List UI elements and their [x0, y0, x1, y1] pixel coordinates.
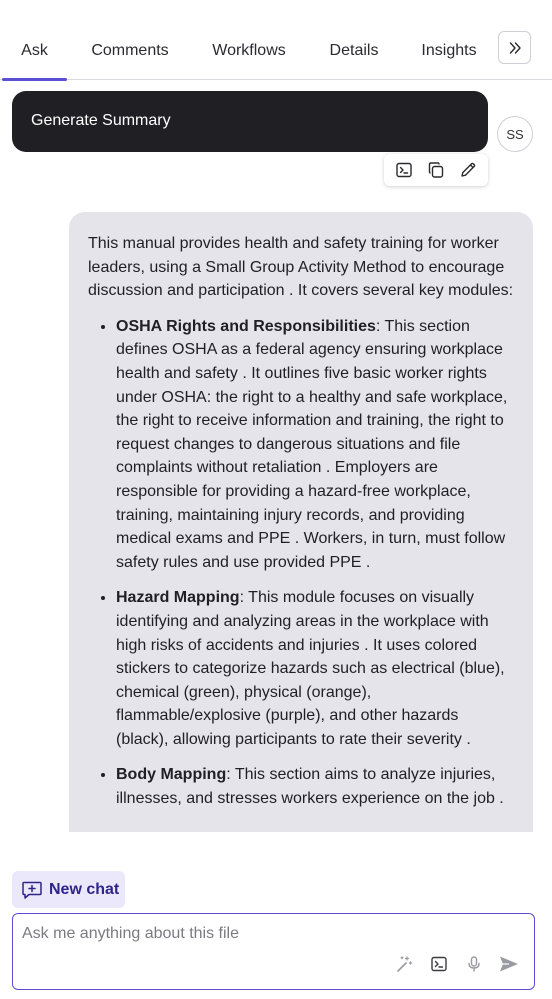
list-item-title: Body Mapping — [116, 766, 227, 784]
microphone-button[interactable] — [461, 951, 487, 977]
tab-details[interactable]: Details — [329, 42, 379, 59]
user-prompt-text: Generate Summary — [31, 112, 171, 129]
tab-workflows[interactable]: Workflows — [212, 42, 286, 59]
list-item-title: OSHA Rights and Responsibilities — [116, 317, 376, 335]
run-prompt-button[interactable] — [391, 157, 417, 183]
expand-panel-button[interactable] — [498, 31, 531, 64]
chat-input-box — [12, 913, 535, 990]
pencil-icon — [459, 161, 477, 179]
microphone-icon — [465, 955, 483, 973]
tab-comments[interactable]: Comments — [91, 42, 169, 59]
input-toolbar — [391, 951, 522, 977]
copy-icon — [427, 161, 445, 179]
tab-insights[interactable]: Insights — [421, 42, 477, 59]
magic-wand-icon — [394, 954, 414, 974]
terminal-icon — [430, 955, 448, 973]
assistant-response — [69, 212, 533, 832]
user-prompt-bubble — [12, 91, 488, 152]
list-item — [116, 763, 515, 810]
magic-wand-button[interactable] — [391, 951, 417, 977]
tab-bar — [0, 0, 552, 80]
edit-prompt-button[interactable] — [455, 157, 481, 183]
user-avatar — [497, 116, 533, 152]
double-chevron-right-icon — [507, 40, 523, 56]
new-chat-label: New chat — [49, 880, 120, 898]
list-item — [116, 315, 515, 575]
chat-input[interactable] — [22, 922, 522, 946]
send-button[interactable] — [496, 951, 522, 977]
copy-prompt-button[interactable] — [423, 157, 449, 183]
chat-plus-icon — [21, 880, 43, 900]
send-icon — [498, 954, 520, 974]
new-chat-button[interactable] — [12, 871, 125, 908]
user-initials: SS — [506, 126, 524, 142]
list-item-title: Hazard Mapping — [116, 589, 240, 607]
prompt-actions-toolbar — [384, 154, 488, 186]
list-item-body: : This section defines OSHA as a federal agency ensuring workplace health and safety . It outlines five basic worker rights under OSHA: the right to a healthy and safe workplace, the right to receive information and training, the right to request changes to dangerous situations and file complaints without retaliation . Employers are responsible for providing a hazard-free workplace, training, maintaining injury records, and providing medical exams and PPE . Workers, in turn, must follow safety rules and use provided PPE . — [116, 317, 508, 571]
response-list — [88, 315, 515, 811]
tab-ask[interactable]: Ask — [2, 40, 67, 80]
terminal-icon — [395, 161, 413, 179]
list-item-body: : This section aims to analyze injuries, illnesses, and stresses workers experience on the job . — [116, 766, 504, 808]
response-intro: This manual provides health and safety training for worker leaders, using a Small Group Activity Method to encourage discussion and participation . It covers several key modules: — [88, 235, 514, 300]
prompt-library-button[interactable] — [426, 951, 452, 977]
list-item — [116, 586, 515, 751]
list-item-body: : This module focuses on visually identifying and analyzing areas in the workplace with high risks of accidents and injuries . It uses colored stickers to categorize hazards such as electrical (blue), chemical (green), physical (orange), flammable/explosive (purple), and other hazards (black), allowing participants to rate their severity . — [116, 589, 505, 748]
